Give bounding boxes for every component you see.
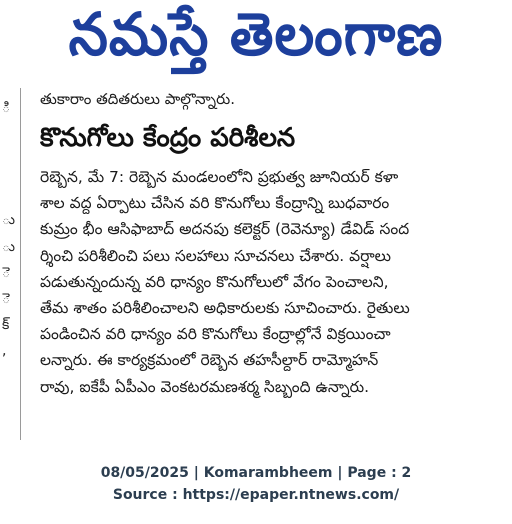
article-body-line: ర్శించి పరిశీలించి పలు సలహాలు సూచనలు చేశారు. వర్షాలు — [40, 246, 392, 265]
article-body-line: కుమ్రం భీం ఆసిఫాబాద్ అదనపు కలెక్టర్ (రెవెన్యూ) డేవిడ్ సంద — [40, 220, 410, 239]
fragment-text: ి — [2, 100, 11, 116]
article-body-line: తేమ శాతం పరిశీలించాలని అధికారులకు సూచించారు. రైతులు — [40, 298, 410, 317]
clipping-footer — [0, 462, 512, 506]
news-article — [40, 88, 498, 400]
adjacent-column-fragments — [0, 0, 20, 440]
fragment-text: ు — [2, 212, 15, 228]
footer-date-edition-page: 08/05/2025 | Komarambheem | Page : 2 — [100, 465, 412, 481]
article-body-line: రావు, ఐకేపీ ఏపీఎం వెంకటరమణశర్మ సిబ్బంది ఉన్నారు. — [40, 377, 370, 396]
article-body-line: రెబ్బెన, మే 7: రెబ్బెన మండలంలోని ప్రభుత్వ జూనియర్ కళా — [40, 168, 399, 186]
previous-article-last-line: తుకారాం తదితరులు పాల్గొన్నారు. — [40, 90, 235, 108]
article-body — [40, 164, 498, 400]
cropped-text-edge — [40, 434, 498, 440]
fragment-text: ు — [2, 239, 15, 255]
column-divider — [20, 88, 21, 440]
article-body-line: పండించిన వరి ధాన్యం వరి కొనుగోలు కేంద్రాల్లోనే విక్రయించా — [40, 325, 391, 344]
fragment-text: , — [2, 343, 7, 359]
fragment-text: ె — [2, 265, 11, 281]
newspaper-masthead — [0, 0, 512, 84]
footer-source: Source : https://epaper.ntnews.com/ — [112, 487, 400, 503]
masthead-title: నమస్తే తెలంగాణ — [68, 0, 444, 69]
article-body-line: శాల వద్ద ఏర్పాటు చేసిన వరి కొనుగోలు కేంద్రాన్ని బుధవారం — [40, 194, 390, 213]
article-body-line: లన్నారు. ఈ కార్యక్రమంలో రెబ్బెన తహసీల్దార్ రామ్మోహన్ — [40, 351, 379, 370]
fragment-text: ె — [2, 291, 11, 307]
article-headline: కొనుగోలు కేంద్రం పరిశీలన — [40, 123, 296, 153]
article-body-line: పడుతున్నందున్న వరి ధాన్యం కొనుగోలులో వేగం పెంచాలని, — [40, 272, 389, 291]
fragment-text: క్ — [2, 317, 10, 333]
